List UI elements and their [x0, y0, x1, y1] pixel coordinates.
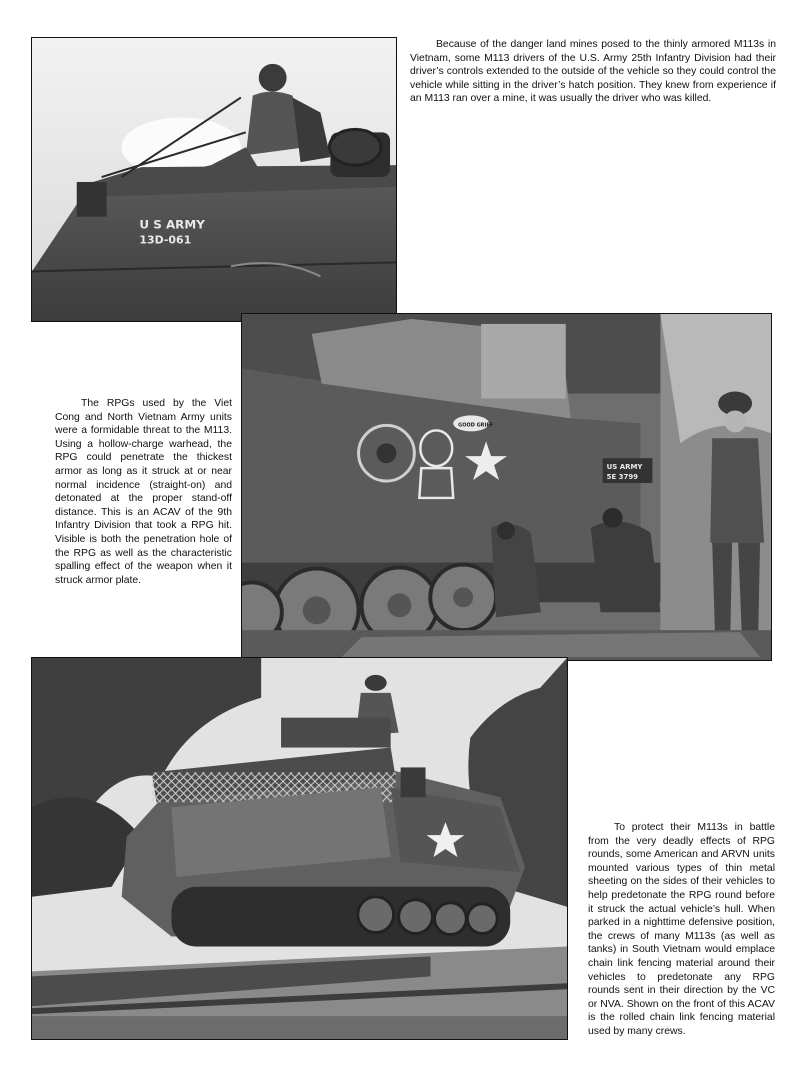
cartoon-balloon-text: GOOD GRIEF	[458, 422, 494, 429]
hull-marking-line1: U S ARMY	[139, 217, 205, 232]
hull-marking-line1-acav: US ARMY	[606, 463, 643, 472]
hull-marking-line2: 13D-061	[139, 233, 192, 247]
photo-acav-graphic	[242, 314, 771, 660]
caption-middle: The RPGs used by the Viet Cong and North Vietnam Army units were a formidable threat to the M113. Using a hollow-charge warhead, the RPG could penetrate the thickest armor as long as it struck at or near normal incidence (straight-on) and detonated at the proper stand-off distance. This is an ACAV of the 9th Infantry Division that took a RPG hit. Visible is both the penetration hole of the RPG as well as the characteristic spalling effect of the weapon when it struck armor plate.	[55, 398, 232, 586]
photo-driver-graphic	[32, 38, 396, 321]
caption-bottom: To protect their M113s in battle from the very deadly effects of RPG rounds, some American and ARVN units mounted various types of thin metal sheeting on the sides of their vehicles to help predetonate the RPG round before it struck the actual vehicle’s hull. When parked in a nighttime defensive position, the crews of many M113s (as well as tanks) in South Vietnam would emplace chain link fencing material around their vehicles to predetonate any RPG rounds sent in their direction by the VC or NVA. Shown on the front of this ACAV is the rolled chain link fencing material used by many crews.	[588, 822, 775, 1037]
photo-acav-fencing	[31, 657, 568, 1040]
photo-acav-rpg-hit	[241, 313, 772, 661]
photo-driver-m113	[31, 37, 397, 322]
caption-top: Because of the danger land mines posed to the thinly armored M113s in Vietnam, some M113 drivers of the U.S. Army 25th Infantry Division had their driver’s controls extended to the outside of the vehicle so they could control the vehicle while sitting in the driver’s hatch position. They knew from experience if an M113 ran over a mine, it was usually the driver who was killed.	[410, 39, 776, 105]
hull-marking-line2-acav: 5E 3799	[606, 473, 639, 482]
photo-fencing-graphic	[32, 658, 567, 1039]
